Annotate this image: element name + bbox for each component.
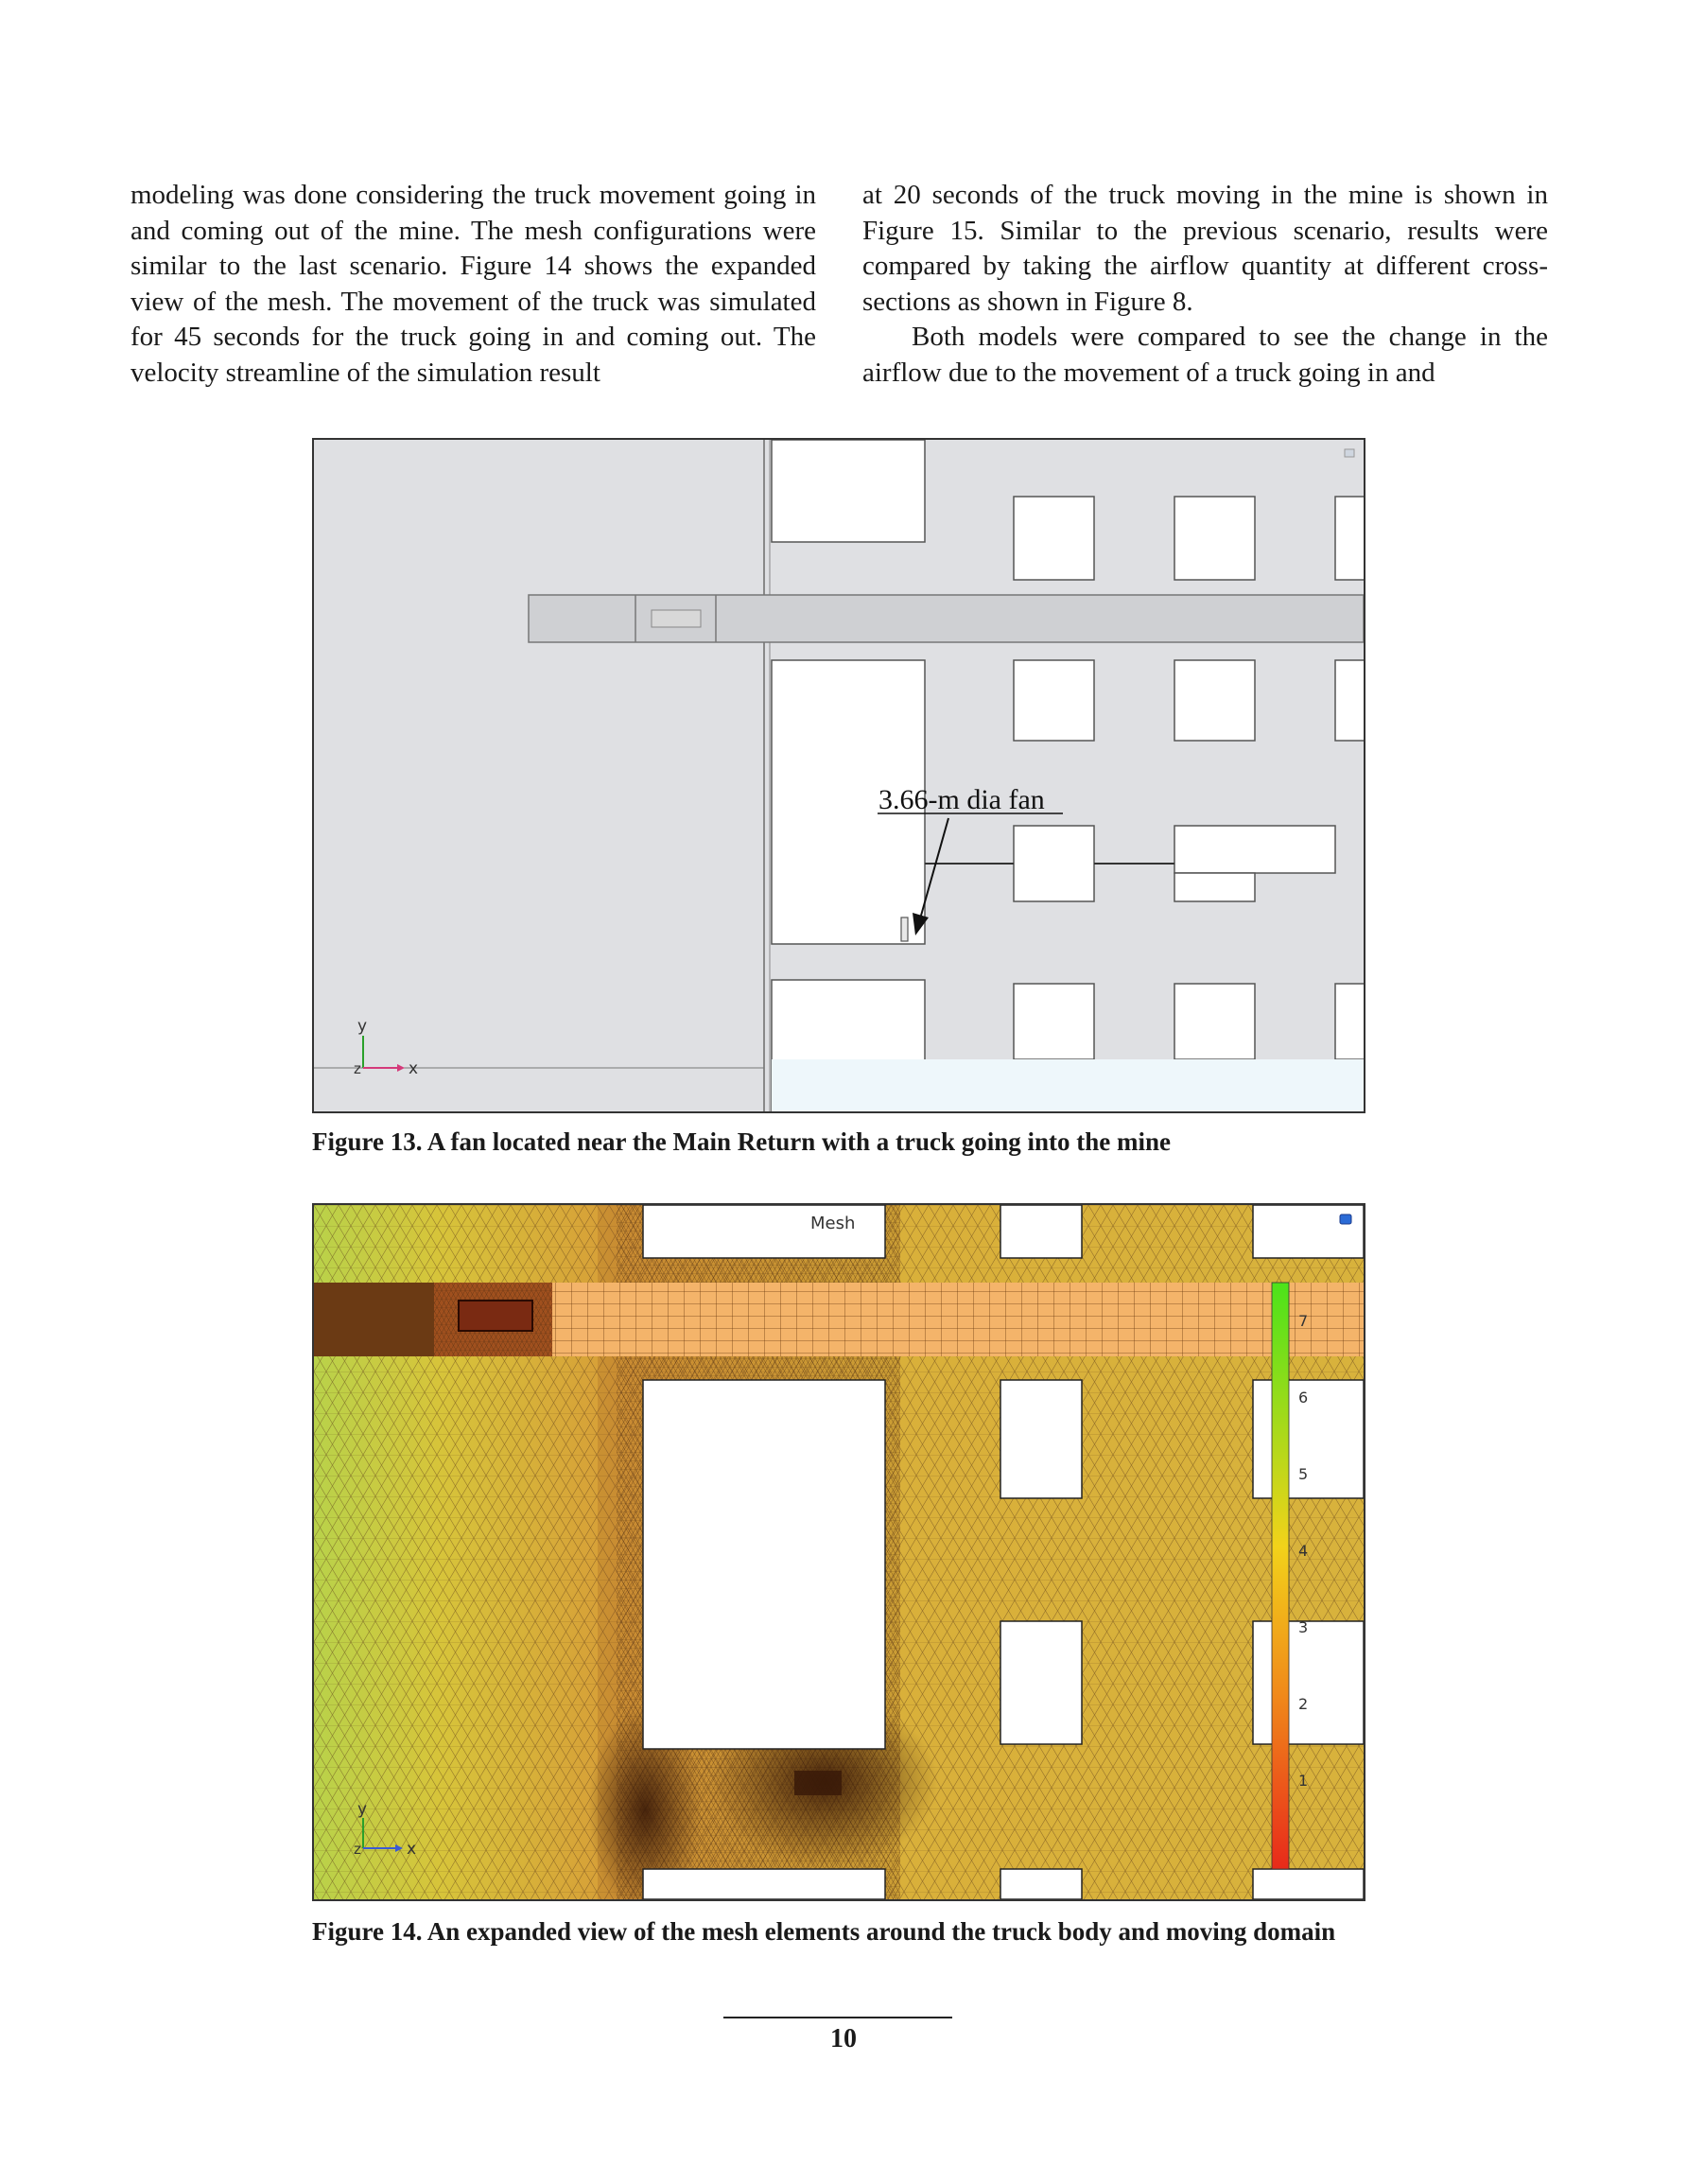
figure-13-diagram — [314, 440, 1364, 1111]
fan-annotation-label: 3.66-m dia fan — [878, 784, 1045, 815]
axis-z-label: z — [354, 1060, 361, 1077]
fan-marker — [901, 917, 908, 941]
colorbar-tick: 1 — [1298, 1772, 1309, 1790]
colorbar-tick: 3 — [1298, 1618, 1309, 1636]
colorbar-tick: 5 — [1298, 1465, 1309, 1483]
figure-14-mesh — [314, 1205, 1364, 1899]
colorbar-tick: 7 — [1298, 1312, 1309, 1330]
view-icon — [1345, 449, 1354, 457]
room-block — [772, 440, 925, 542]
truck-mesh-cluster — [794, 1771, 842, 1795]
colorbar-tick: 2 — [1298, 1695, 1309, 1713]
colorbar — [1272, 1283, 1289, 1869]
figure-14 — [312, 1203, 1365, 1901]
axis-y-label: y — [357, 1800, 368, 1819]
opening — [643, 1380, 885, 1749]
footer-rule — [723, 2017, 952, 2018]
figure-13 — [312, 438, 1365, 1113]
figure-13-caption: Figure 13. A fan located near the Main Return with a truck going into the mine — [312, 1127, 1171, 1156]
truck-body — [459, 1301, 532, 1331]
right-column-paragraph-2: Both models were compared to see the change in the airflow due to the movement of a truck going in and — [862, 322, 1548, 388]
axis-z-label: z — [354, 1841, 361, 1858]
structured-grid-drift — [552, 1283, 1364, 1356]
view-icon — [1340, 1214, 1351, 1224]
axis-y-label: y — [357, 1017, 368, 1036]
left-column-text: modeling was done considering the truck movement going in and coming out of the mine. The mesh configurations were similar to the last scenario. Figure 14 shows the expanded view of the mesh. The movement of the truck was simulated for 45 seconds for the truck going in and coming out. The velocity streamline of the simulation result — [130, 180, 816, 388]
figure-14-caption: Figure 14. An expanded view of the mesh elements around the truck body and moving domain — [312, 1917, 1336, 1946]
page-number: 10 — [830, 2024, 857, 2053]
axis-x-label: x — [409, 1059, 419, 1078]
colorbar-tick: 6 — [1298, 1389, 1309, 1406]
axis-x-label: x — [407, 1840, 417, 1859]
right-column — [862, 178, 1548, 391]
mesh-title: Mesh — [810, 1214, 856, 1233]
inlet-block — [314, 1283, 434, 1356]
right-column-paragraph-1: at 20 seconds of the truck moving in the mine is shown in Figure 15. Similar to the previous scenario, results were compared by taking the airflow quantity at different cross-sections as shown in Figure 8. — [862, 180, 1548, 317]
colorbar-tick: 4 — [1298, 1542, 1309, 1560]
left-column — [130, 178, 816, 391]
